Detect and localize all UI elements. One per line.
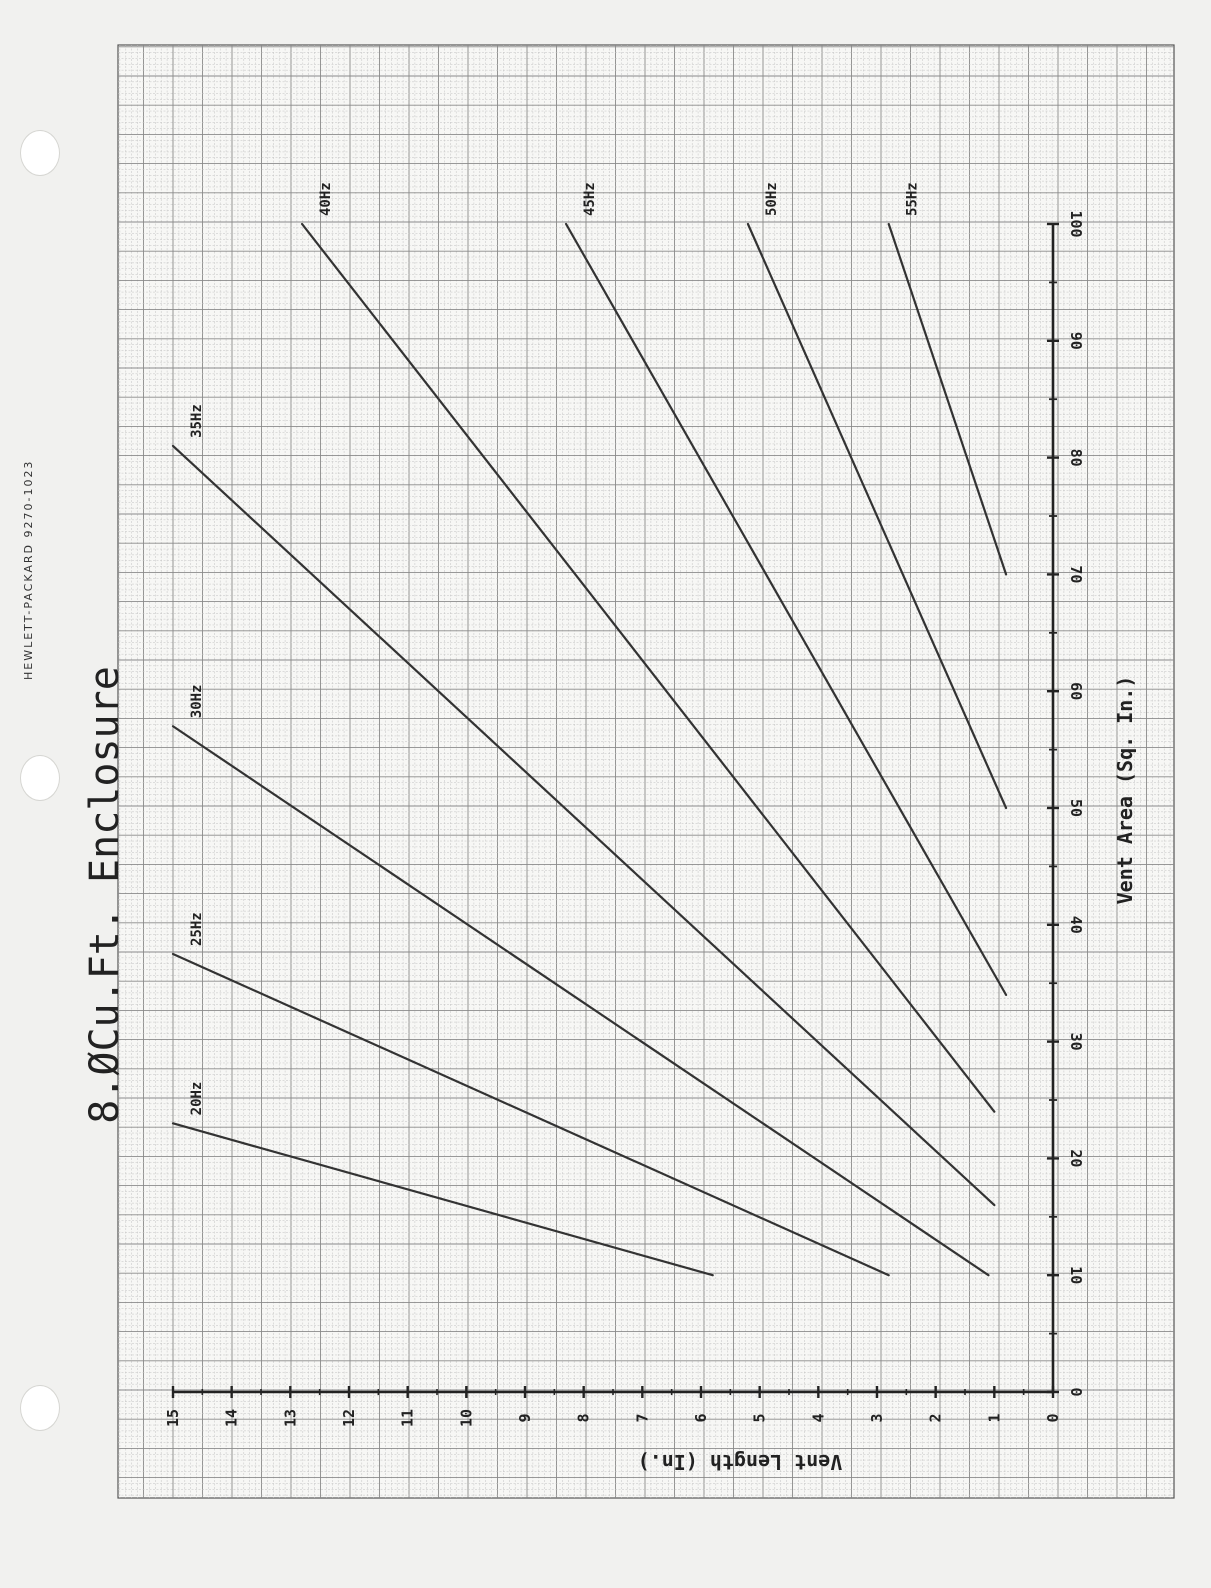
y-tick-label: 50 [1067,798,1085,818]
series-label-55hz: 55Hz [904,182,921,216]
x-tick-label: 4 [809,1413,828,1423]
x-tick-label: 1 [985,1413,1004,1423]
y-tick-label: 20 [1067,1149,1085,1168]
x-tick-label: 8 [574,1413,593,1423]
series-label-20hz: 20Hz [189,1081,205,1116]
x-tick-label: 7 [633,1413,652,1423]
y-axis-title: Vent Area (Sq. In.) [1113,675,1137,905]
x-axis-title: Vent Length (In.) [637,1450,843,1474]
y-tick-label: 90 [1067,331,1085,350]
x-tick-label: 3 [868,1413,886,1423]
y-tick-label: 70 [1067,565,1085,584]
y-tick-label: 10 [1067,1266,1085,1285]
x-tick-label: 6 [692,1413,710,1423]
series-label-40hz: 40Hz [318,182,335,216]
y-tick-label: 30 [1067,1032,1085,1051]
series-label-25hz: 25Hz [189,912,205,946]
x-tick-label: 10 [457,1408,476,1428]
chart-title: 8.ØCu.Ft. Enclosure [82,666,128,1124]
grid [118,45,1174,1498]
x-tick-label: 5 [750,1413,769,1423]
x-tick-label: 15 [164,1408,182,1428]
x-tick-label: 13 [281,1408,300,1428]
x-tick-label: 11 [398,1408,417,1428]
series-label-50hz: 50Hz [763,182,780,216]
y-tick-label: 80 [1067,448,1085,467]
y-tick-label: 100 [1067,210,1085,238]
x-tick-label: 0 [1044,1413,1062,1423]
y-tick-label: 40 [1067,915,1085,934]
y-tick-label: 0 [1067,1387,1085,1397]
series-label-35hz: 35Hz [189,404,205,438]
series-label-30hz: 30Hz [189,684,205,719]
x-tick-label: 12 [340,1408,358,1428]
y-tick-label: 60 [1067,682,1085,701]
x-tick-label: 9 [516,1413,534,1423]
series-label-45hz: 45Hz [582,182,599,216]
paper-brand-label: HEWLETT-PACKARD 9270-1023 [22,459,35,680]
x-tick-label: 2 [926,1413,945,1423]
x-tick-label: 14 [222,1408,241,1428]
